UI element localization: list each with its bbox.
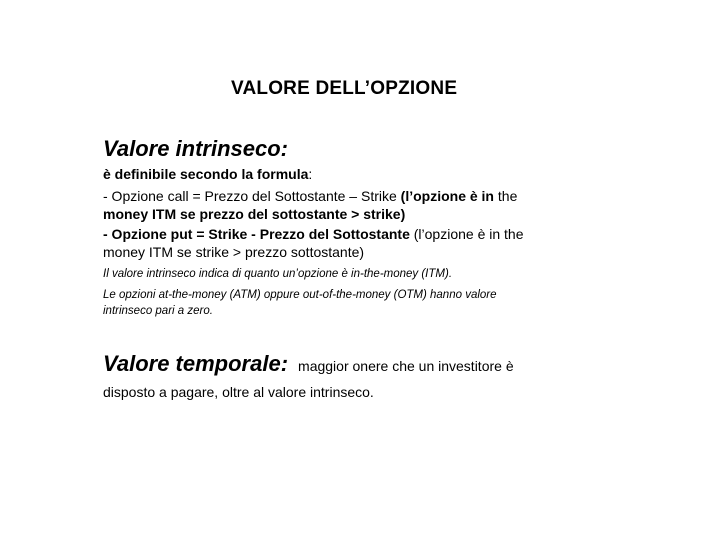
intrinsic-intro	[103, 165, 603, 183]
put-formula-line-1	[103, 225, 603, 243]
temporal-value-text-inline: maggior onere che un investitore è	[298, 358, 514, 374]
call-formula-line-1	[103, 187, 603, 205]
atm-otm-note-line-2: intrinseco pari a zero.	[103, 305, 213, 317]
temporal-value-text-line-2: disposto a pagare, oltre al valore intrinseco.	[103, 384, 374, 400]
slide-content	[103, 136, 603, 401]
itm-note: Il valore intrinseco indica di quanto un’opzione è in-the-money (ITM).	[103, 268, 453, 280]
slide-title: VALORE DELL’OPZIONE	[231, 78, 458, 99]
atm-otm-note-line-1: Le opzioni at-the-money (ATM) oppure out-of-the-money (OTM) hanno valore	[103, 289, 497, 301]
put-formula-note: (l’opzione è in the	[409, 226, 524, 242]
temporal-value-head	[103, 351, 603, 377]
put-formula-block	[103, 225, 603, 261]
call-formula-block	[103, 187, 603, 223]
put-formula-line-2: money ITM se strike > prezzo sottostante)	[103, 244, 365, 260]
call-formula-text: - Opzione call = Prezzo del Sottostante – Strike	[103, 188, 397, 204]
call-formula-note-end: the	[494, 188, 518, 204]
call-formula-line-2: money ITM se prezzo del sottostante > strike)	[103, 206, 406, 222]
intrinsic-value-heading: Valore intrinseco:	[103, 136, 289, 161]
intrinsic-intro-bold: è definibile secondo la formula	[103, 166, 309, 182]
intrinsic-intro-rest: :	[308, 166, 313, 182]
temporal-value-block	[103, 351, 603, 401]
call-formula-note-bold: (l’opzione è in	[396, 188, 494, 204]
put-formula-text: - Opzione put = Strike - Prezzo del Sottostante	[103, 226, 410, 242]
temporal-value-heading: Valore temporale:	[103, 351, 289, 376]
atm-otm-note	[103, 287, 603, 319]
